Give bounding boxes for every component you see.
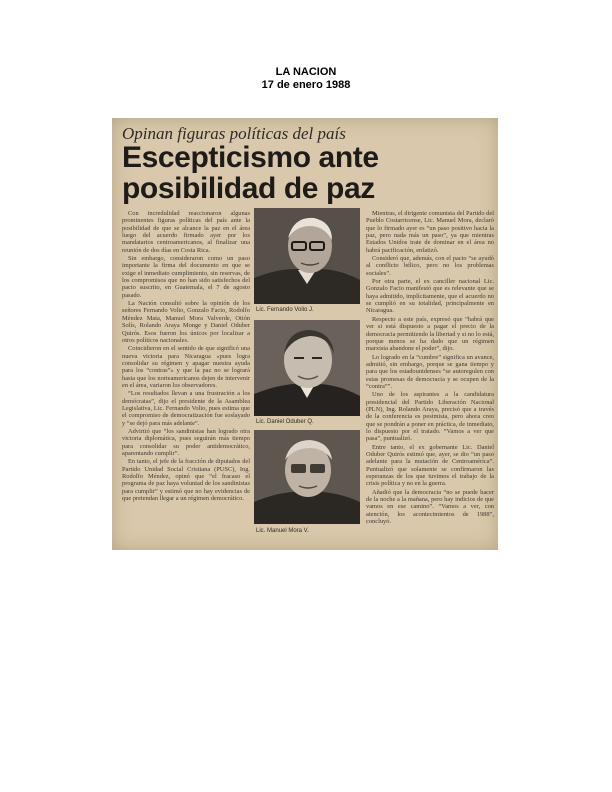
article-column-right (366, 210, 494, 545)
paragraph: Advirtió que “los sandinistas han logrado otra victoria diplomática, pues seguirán más tiempo para consolidar su poder antidemocrático, aparentando cumplir”. (122, 427, 250, 457)
article-column-left (122, 210, 250, 545)
paragraph: En tanto, el jefe de la fracción de diputados del Partido Unidad Social Cristiana (PUSC), Ing. Rodolfo Méndez, opinó que “el fracaso el programa de paz haya voluntad de los sandinistas para cumplir” y estimó que no hay evidencias de que pretendan llegar a un régimen democrático. (122, 458, 250, 503)
paragraph: Con incredulidad reaccionaron algunas prominentes figuras políticas del país ante la posibilidad de que se alcance la paz en el área luego del acuerdo firmado ayer por los mandatarios centroamericanos, al finalizar una reunión de dos días en Costa Rica. (122, 210, 250, 254)
paragraph: Por otra parte, el ex canciller nacional Lic. Gonzalo Facio manifestó que es relevante que se haya admitido, implícitamente, que el acuerdo no se cumplió en su totalidad, principalmente en Nicaragua. (366, 278, 494, 315)
photo-caption: Lic. Manuel Mora V. (256, 528, 309, 534)
paragraph: Entre tanto, el ex gobernante Lic. Daniel Oduber Quirós estimó que, ayer, se dio “un paso adelante para la mutación de Centroamérica”. Puntualizó que solamente se confirmaron las esperanzas de los que tuvimos el trabajo de la crisis política y no en la guerra. (366, 443, 494, 488)
paragraph: “Los resultados llevan a una frustración a los demócratas”, dijo el presidente de la Asamblea Legislativa, Lic. Fernando Volio, pues estima que el compromiso de democratización fue soslayado y “se dejó para más adelante”. (122, 390, 250, 427)
paragraph: Respecto a este país, expresó que “habrá que ver si está dispuesto a pagar el precio de la democracia permitiendo la libertad y si no lo está, porque menos se ha dado que un régimen marxista abandone el poder”, dijo. (366, 315, 494, 353)
portrait-photo-1 (254, 208, 360, 304)
paragraph: Mientras, el dirigente comunista del Partido del Pueblo Costarricense, Lic. Manuel Mora, declaró que lo firmado ayer es “un paso positivo hacia la paz, pero nada más un paso”, ya que mientras Estados Unidos trate de dominar en el área no habrá pacificación, enfatizó. (366, 210, 494, 254)
page-header (0, 66, 612, 92)
paragraph: Uno de los aspirantes a la candidatura presidencial del Partido Liberación Nacional (PLN), Ing. Rolando Araya, precisó que a través de la conferencia es pesimista, pero ahora creo que se pondrán a poner en práctica, de inmediato, lo dispuesto por el tratado. “Vamos a ver que pasa”, puntualizó. (366, 391, 494, 443)
photo-caption: Lic. Fernando Volio J. (256, 307, 314, 313)
headline-line-1: Escepticismo ante (122, 141, 379, 174)
publication-name: LA NACION (275, 66, 337, 78)
paragraph: Añadió que la democracia “no se puede hacer de la noche a la mañana, pero hay indicios de que vamos en ese camino”. “Vamos a ver, con atención, los acontecimientos de 1988”, concluyó. (366, 488, 494, 526)
paragraph: Sin embargo, consideraron como un paso importante la firma del documento en que se exige el inmediato cumplimiento, sin reservas, de los compromisos que no han sido satisfechos del pacto suscrito, en Guatemala, el 7 de agosto pasado. (122, 255, 250, 299)
photo-caption: Lic. Daniel Oduber Q. (256, 419, 314, 425)
article-headline (122, 142, 379, 204)
publication-date: 17 de enero 1988 (261, 79, 351, 91)
portrait-photo-3 (254, 430, 360, 524)
paragraph: Lo logrado en la “cumbre” significa un avance, admitió, sin embargo, porque se gana tiempo y para que los estadounidenses “se autoregulen con estas promesas de democracia y se ocupen de la “contra””. (366, 353, 494, 390)
portrait-photo-2 (254, 320, 360, 416)
article-kicker: Opinan figuras políticas del país (122, 124, 346, 143)
paragraph: La Nación consultó sobre la opinión de los señores Fernando Volio, Gonzalo Facio, Rodolfo Méndez Mata, Manuel Mora Valverde, Ottón Solís, Rolando Araya Monge y Daniel Oduber Quirós. Esos fueron los únicos por localizar a otros políticos nacionales. (122, 300, 250, 344)
paragraph: Coincidieron en el sentido de que significó una nueva victoria para Nicaragua «pues logra consolidar su régimen y apagar nuestra ayuda para los “contras”» y que la paz no se logrará hasta que los norteamericanos dejen de intervenir en el área, variaron los observadores. (122, 345, 250, 389)
newspaper-clipping (112, 118, 498, 550)
paragraph: Consideró que, además, con el pacto “se ayudó al conflicto bélico, pero no los problemas sociales”. (366, 255, 494, 277)
headline-line-2: posibilidad de paz (122, 172, 375, 205)
